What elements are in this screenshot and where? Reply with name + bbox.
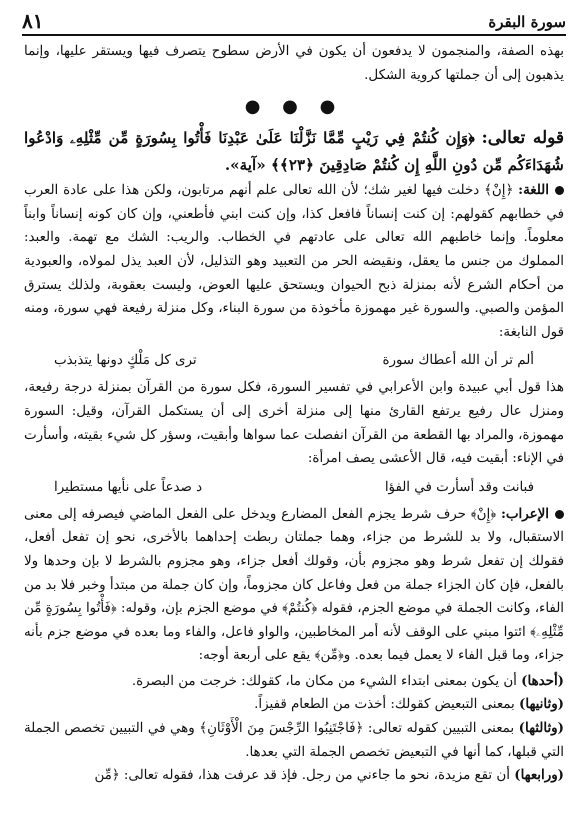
wajh-1-text: أن يكون بمعنى ابتداء الشيء من مكان ما، كقولك: خرجت من البصرة. — [131, 673, 522, 689]
abu-ubayda-paragraph: هذا قول أبي عبيدة وابن الأعرابي في تفسير السورة، فكل سورة من القرآن بمنزلة درجة رفيعة، ومنزل عال رفيع يرتفع القارئ منها إلى منزلة أخرى إلى أن يستكمل القرآن، وقيل: السورة مهموزة، والمراد بها القطعة من القرآن انفصلت عما سواها وأبقيت، وسؤر كل شيء بقيته، وأسأرت في الإناء: أبقيت فيه، قال الأعشى يصف امرأة: — [24, 380, 564, 467]
wajh-2-label: (وثانيها) — [519, 696, 564, 713]
wajh-3 — [24, 717, 564, 764]
irab-paragraph — [24, 503, 564, 668]
bullet-icon — [555, 510, 564, 519]
irab-text: ﴿إِنْ﴾ حرف شرط يجزم الفعل المضارع ويدخل على الفعل الماضي فيصرفه إلى معنى الاستقبال، ولا بد للشرط من جزاء، وهما جملتان ربطت إحداهما بالأخرى، نحو إن تفعل أفعل، فقولك إن تفعل شرط وهو مجزوم بأن، وقولك أفعل جزاء، وهو مجزوم بالشرط لا بإن وحدها ولا بالفعل، فإن كان الجزاء جملة من فعل وفاعل كان مجزوماً، وإن كان جملة من مبتدأ وخبر فلا بد من الفاء، وكانت الجملة في موضع الجزم، فقوله ﴿كُنتُمْ﴾ في موضع الجزم بإن، وقوله: ﴿فَأْتُوا بِسُورَةٍ مِّن مِّثْلِهِۦ﴾ ائتوا مبني على الوقف لأنه أمر المخاطبين، والواو فاعل، والفاء وما بعده في موضع جزم بأنه جزاء، وما قبل الفاء لا يعمل فيما بعده. و﴿مِّن﴾ يقع على أربعة أوجه: — [24, 506, 564, 664]
section-separator: ● ● ● — [244, 96, 344, 118]
page-number: ٨١ — [22, 9, 44, 33]
page-body — [24, 40, 564, 788]
poem-verse-asha — [54, 475, 534, 501]
intro-paragraph: بهذه الصفة، والمنجمون لا يدفعون أن يكون في الأرض سطوح يتصرف فيها ويستقر عليها، وإنما يذهبون إلى أن جملتها كروية الشكل. — [24, 44, 564, 83]
wajh-4-text: أن تقع مزيدة، نحو ما جاءني من رجل. فإذ قد عرفت هذا، فقوله تعالى: ﴿مِّن — [94, 768, 515, 784]
verse-lead: قوله تعالى: — [481, 128, 565, 149]
page-header — [22, 8, 566, 36]
poem2-second-hemistich: د صدعاً على نأيها مستطيرا — [54, 479, 203, 495]
lugha-text: ﴿إِنْ﴾ دخلت فيها لغير شك؛ لأن الله تعالى علم أنهم مرتابون، ولكن هذا على عادة العرب في خطابهم كقولهم: إن كنت إنساناً فافعل كذا، وإن كنت ابني فأطعني، وإن كان كونه إنساناً وابناً معلوماً. وإنما خاطبهم الله تعالى على عادتهم في الخطاب. والريب: الشك مع تهمة. والعبد: المملوك من جنس ما يعقل، ونقيضه الحر من التعبيد وهو التذليل، لأن العبد يذل لمولاه، والعبودية من أحكام الشرع لأنه بمنزلة ذبح الحيوان ويستحق عليها العوض، وليست بعقوبة، ولذلك يسترق المؤمن والصبي. والسورة غير مهموزة مأخوذة من سورة البناء، وكل منزلة رفيعة فهي سورة، ومنه قول النابغة: — [24, 183, 564, 340]
wajh-2 — [24, 693, 564, 717]
wajh-3-text: بمعنى التبيين كقوله تعالى: ﴿فَاجْتَنِبُوا الرِّجْسَ مِنَ الْأَوْثَانِ﴾ وهي في التبيين تخصص الجملة التي قبلها، كما أنها في التبعيض تخصص الجملة التي بعدها. — [24, 721, 564, 760]
wajh-4 — [24, 764, 564, 788]
poem-verse-nabigha — [54, 348, 534, 374]
lugha-paragraph — [24, 179, 564, 344]
lugha-label: اللغة: — [518, 182, 549, 199]
wajh-1-label: (أحدها) — [521, 672, 564, 689]
poem1-first-hemistich: ألم تر أن الله أعطاك سورة — [382, 353, 534, 369]
verse-line-2: وَادْعُوا شُهَدَاءَكُم مِّن دُونِ اللَّهِ إِن كُنتُمْ صَادِقِينَ ﴿٢٣﴾﴾ «آية». — [24, 129, 564, 175]
poem2-first-hemistich: فبانت وقد أسأرت في الفؤا — [384, 479, 534, 495]
verse-block — [24, 125, 564, 179]
wajh-4-label: (ورابعها) — [514, 767, 564, 784]
poem1-second-hemistich: ترى كل مَلْكٍ دونها يتذبذب — [54, 353, 197, 369]
surah-title: سورة البقرة — [488, 13, 566, 31]
bullet-icon — [555, 186, 564, 195]
wajh-2-text: بمعنى التبعيض كقولك: أخذت من الطعام قفيزاً. — [254, 697, 520, 713]
wajh-1 — [24, 670, 564, 694]
irab-label: الإعراب: — [500, 505, 549, 522]
verse-line-1: ﴿وَإِن كُنتُمْ فِي رَيْبٍ مِّمَّا نَزَّلْنَا عَلَىٰ عَبْدِنَا فَأْتُوا بِسُورَةٍ مِّن مِّثْلِهِۦ — [70, 129, 475, 148]
wajh-3-label: (وثالثها) — [518, 720, 564, 737]
